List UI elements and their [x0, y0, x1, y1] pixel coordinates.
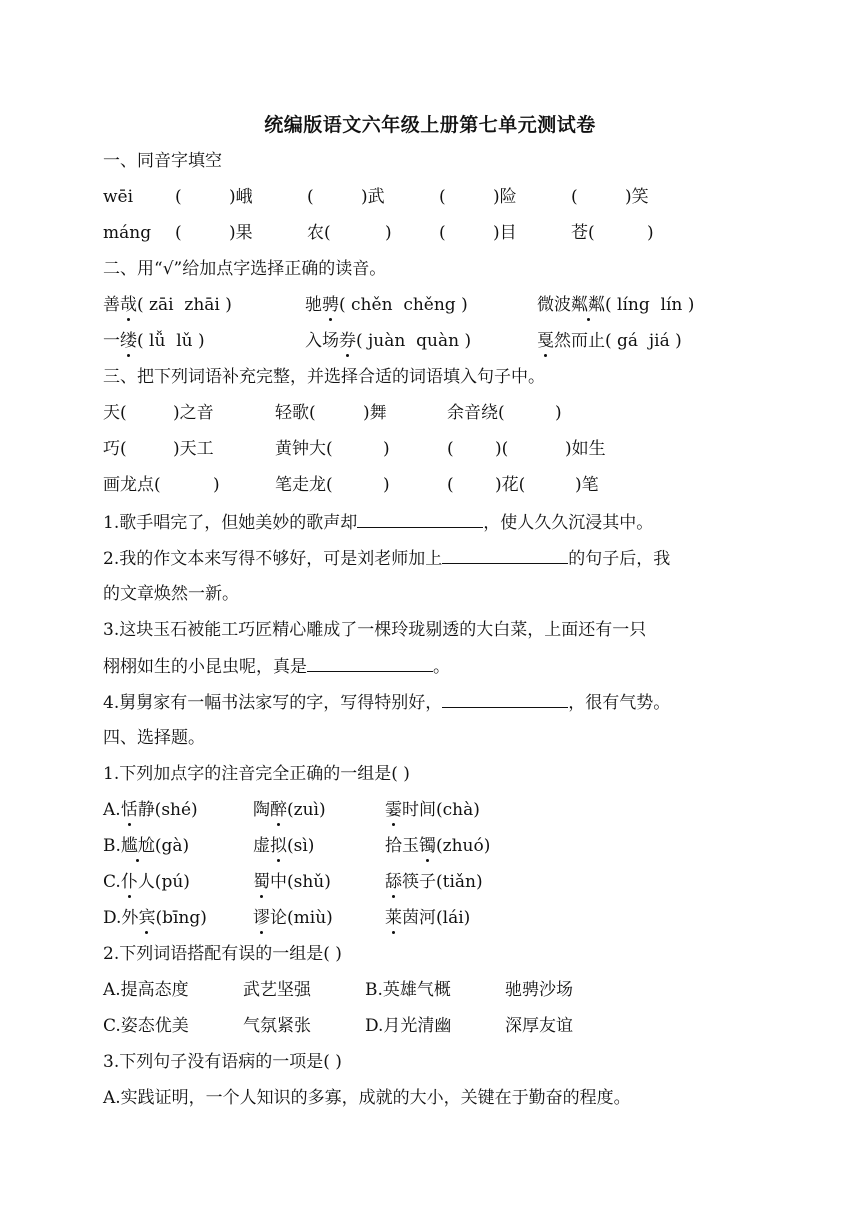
dotted-char: 骋 — [322, 295, 339, 315]
dotted-char: 尴尬 — [120, 836, 155, 856]
answer-blank[interactable] — [357, 507, 483, 528]
option-text: D.月光清幽 — [365, 1016, 452, 1036]
homophone-row-mang — [103, 218, 723, 248]
idiom-part: ( — [447, 475, 454, 495]
choice-question-3: 3.下列句子没有语病的一项是( ) — [103, 1052, 342, 1072]
idiom-part: 轻歌( — [275, 403, 316, 423]
section-3-heading: 三、把下列词语补充完整，并选择合适的词语填入句子中。 — [103, 367, 545, 387]
reading-item: 善哉( zāi zhāi ) — [103, 295, 232, 315]
paren-open: ( — [571, 187, 578, 207]
idiom-row-2 — [103, 434, 663, 464]
dotted-char: 恬 — [120, 800, 138, 820]
idiom-part: 笔走龙( — [275, 475, 333, 495]
dotted-char: 拟 — [270, 836, 287, 856]
reading-item: 入场券( juàn quàn ) — [305, 331, 472, 351]
word-fill: 农( — [307, 223, 331, 243]
choice-option-b: B.尴尬(gà) 虚拟(sì) 拾玉镯(zhuó) — [103, 836, 491, 856]
choice-option-a: A.恬静(shé) 陶醉(zuì) 霎时间(chà) — [103, 800, 480, 820]
idiom-part: )舞 — [363, 403, 387, 423]
option-text: B.英雄气概 — [365, 980, 451, 1000]
word-fill: )峨 — [229, 187, 253, 207]
idiom-row-3 — [103, 470, 663, 500]
idiom-part: )天工 — [173, 439, 214, 459]
fill-question-2: 2.我的作文本来写得不够好，可是刘老师加上 的句子后，我 — [103, 543, 670, 573]
dotted-char: 莱 — [385, 908, 402, 928]
paren-open: ( — [439, 223, 446, 243]
answer-blank[interactable] — [442, 543, 568, 564]
idiom-part: ) — [383, 475, 390, 495]
paren-open: ( — [307, 187, 314, 207]
reading-item: 驰骋( chěn chěng ) — [305, 295, 468, 315]
page-title: 统编版语文六年级上册第七单元测试卷 — [264, 114, 596, 136]
answer-blank[interactable] — [442, 687, 568, 708]
idiom-part: 余音绕( — [447, 403, 505, 423]
fill-question-3: 3.这块玉石被能工巧匠精心雕成了一棵玲珑剔透的大白菜，上面还有一只 — [103, 620, 647, 640]
word-fill: )目 — [493, 223, 517, 243]
option-text: C.姿态优美 — [103, 1016, 189, 1036]
paren-open: ( — [175, 187, 182, 207]
dotted-char: 哉 — [120, 295, 137, 315]
section-2-heading: 二、用“√”给加点字选择正确的读音。 — [103, 259, 387, 279]
reading-row-2 — [103, 326, 763, 356]
option-text: A.提高态度 — [103, 980, 189, 1000]
idiom-part: ) — [383, 439, 390, 459]
paren-open: ( — [175, 223, 182, 243]
reading-item: 一缕( lǚ lǔ ) — [103, 331, 205, 351]
paren-close: ) — [647, 223, 654, 243]
idiom-part: )如生 — [565, 439, 606, 459]
fill-question-2-cont: 的文章焕然一新。 — [103, 584, 239, 604]
idiom-part: 黄钟大( — [275, 439, 333, 459]
dotted-char: 戛 — [537, 331, 554, 351]
dotted-char: 缕 — [120, 331, 137, 351]
dotted-char: 舔 — [385, 872, 402, 892]
option-text: 驰骋沙场 — [505, 980, 573, 1000]
dotted-char: 镯 — [419, 836, 436, 856]
idiom-row-1 — [103, 398, 663, 428]
answer-blank[interactable] — [307, 651, 433, 672]
idiom-part: 天( — [103, 403, 127, 423]
dotted-char: 蜀 — [253, 872, 270, 892]
idiom-part: )( — [495, 439, 509, 459]
option-text: 气氛紧张 — [243, 1016, 311, 1036]
pinyin-label: wēi — [103, 187, 134, 207]
reading-item: 微波粼粼( líng lín ) — [537, 295, 695, 315]
pinyin-label: máng — [103, 223, 152, 243]
dotted-char: 粼粼 — [571, 295, 605, 315]
choice-3-option-a: A.实践证明，一个人知识的多寡，成就的大小，关键在于勤奋的程度。 — [103, 1088, 631, 1108]
idiom-part: )花( — [495, 475, 526, 495]
dotted-char: 霎 — [385, 800, 402, 820]
reading-item: 戛然而止( gá jiá ) — [537, 331, 682, 351]
reading-row-1 — [103, 290, 763, 320]
dotted-char: 醉 — [270, 800, 287, 820]
choice-option-c: C.仆人(pú) 蜀中(shǔ) 舔筷子(tiǎn) — [103, 872, 483, 892]
paren-close: ) — [385, 223, 392, 243]
word-fill: )武 — [361, 187, 385, 207]
dotted-char: 券 — [339, 331, 356, 351]
choice-question-1: 1.下列加点字的注音完全正确的一组是( ) — [103, 764, 410, 784]
idiom-part: )之音 — [173, 403, 214, 423]
choice-option-d: D.外宾(bīng) 谬论(miù) 莱茵河(lái) — [103, 908, 471, 928]
section-4-heading: 四、选择题。 — [103, 728, 205, 748]
choice-question-2: 2.下列词语搭配有误的一组是( ) — [103, 944, 342, 964]
word-fill: )果 — [229, 223, 253, 243]
idiom-part: ) — [213, 475, 220, 495]
fill-question-1: 1.歌手唱完了，但她美妙的歌声却 ，使人久久沉浸其中。 — [103, 507, 653, 537]
choice-2-options-cd — [103, 1011, 663, 1041]
fill-question-3-cont: 栩栩如生的小昆虫呢，真是 。 — [103, 651, 450, 681]
idiom-part: ) — [555, 403, 562, 423]
idiom-part: )笔 — [575, 475, 599, 495]
word-fill: )笑 — [625, 187, 649, 207]
word-fill: )险 — [493, 187, 517, 207]
option-text: 深厚友谊 — [505, 1016, 573, 1036]
fill-question-4: 4.舅舅家有一幅书法家写的字，写得特别好， ，很有气势。 — [103, 687, 670, 717]
dotted-char: 宾 — [138, 908, 156, 928]
homophone-row-wei — [103, 182, 723, 212]
dotted-char: 仆 — [120, 872, 138, 892]
idiom-part: ( — [447, 439, 454, 459]
option-text: 武艺坚强 — [243, 980, 311, 1000]
idiom-part: 画龙点( — [103, 475, 161, 495]
dotted-char: 谬 — [253, 908, 270, 928]
choice-2-options-ab — [103, 975, 663, 1005]
idiom-part: 巧( — [103, 439, 127, 459]
section-1-heading: 一、同音字填空 — [103, 151, 222, 171]
paren-open: ( — [439, 187, 446, 207]
word-fill: 苍( — [571, 223, 595, 243]
